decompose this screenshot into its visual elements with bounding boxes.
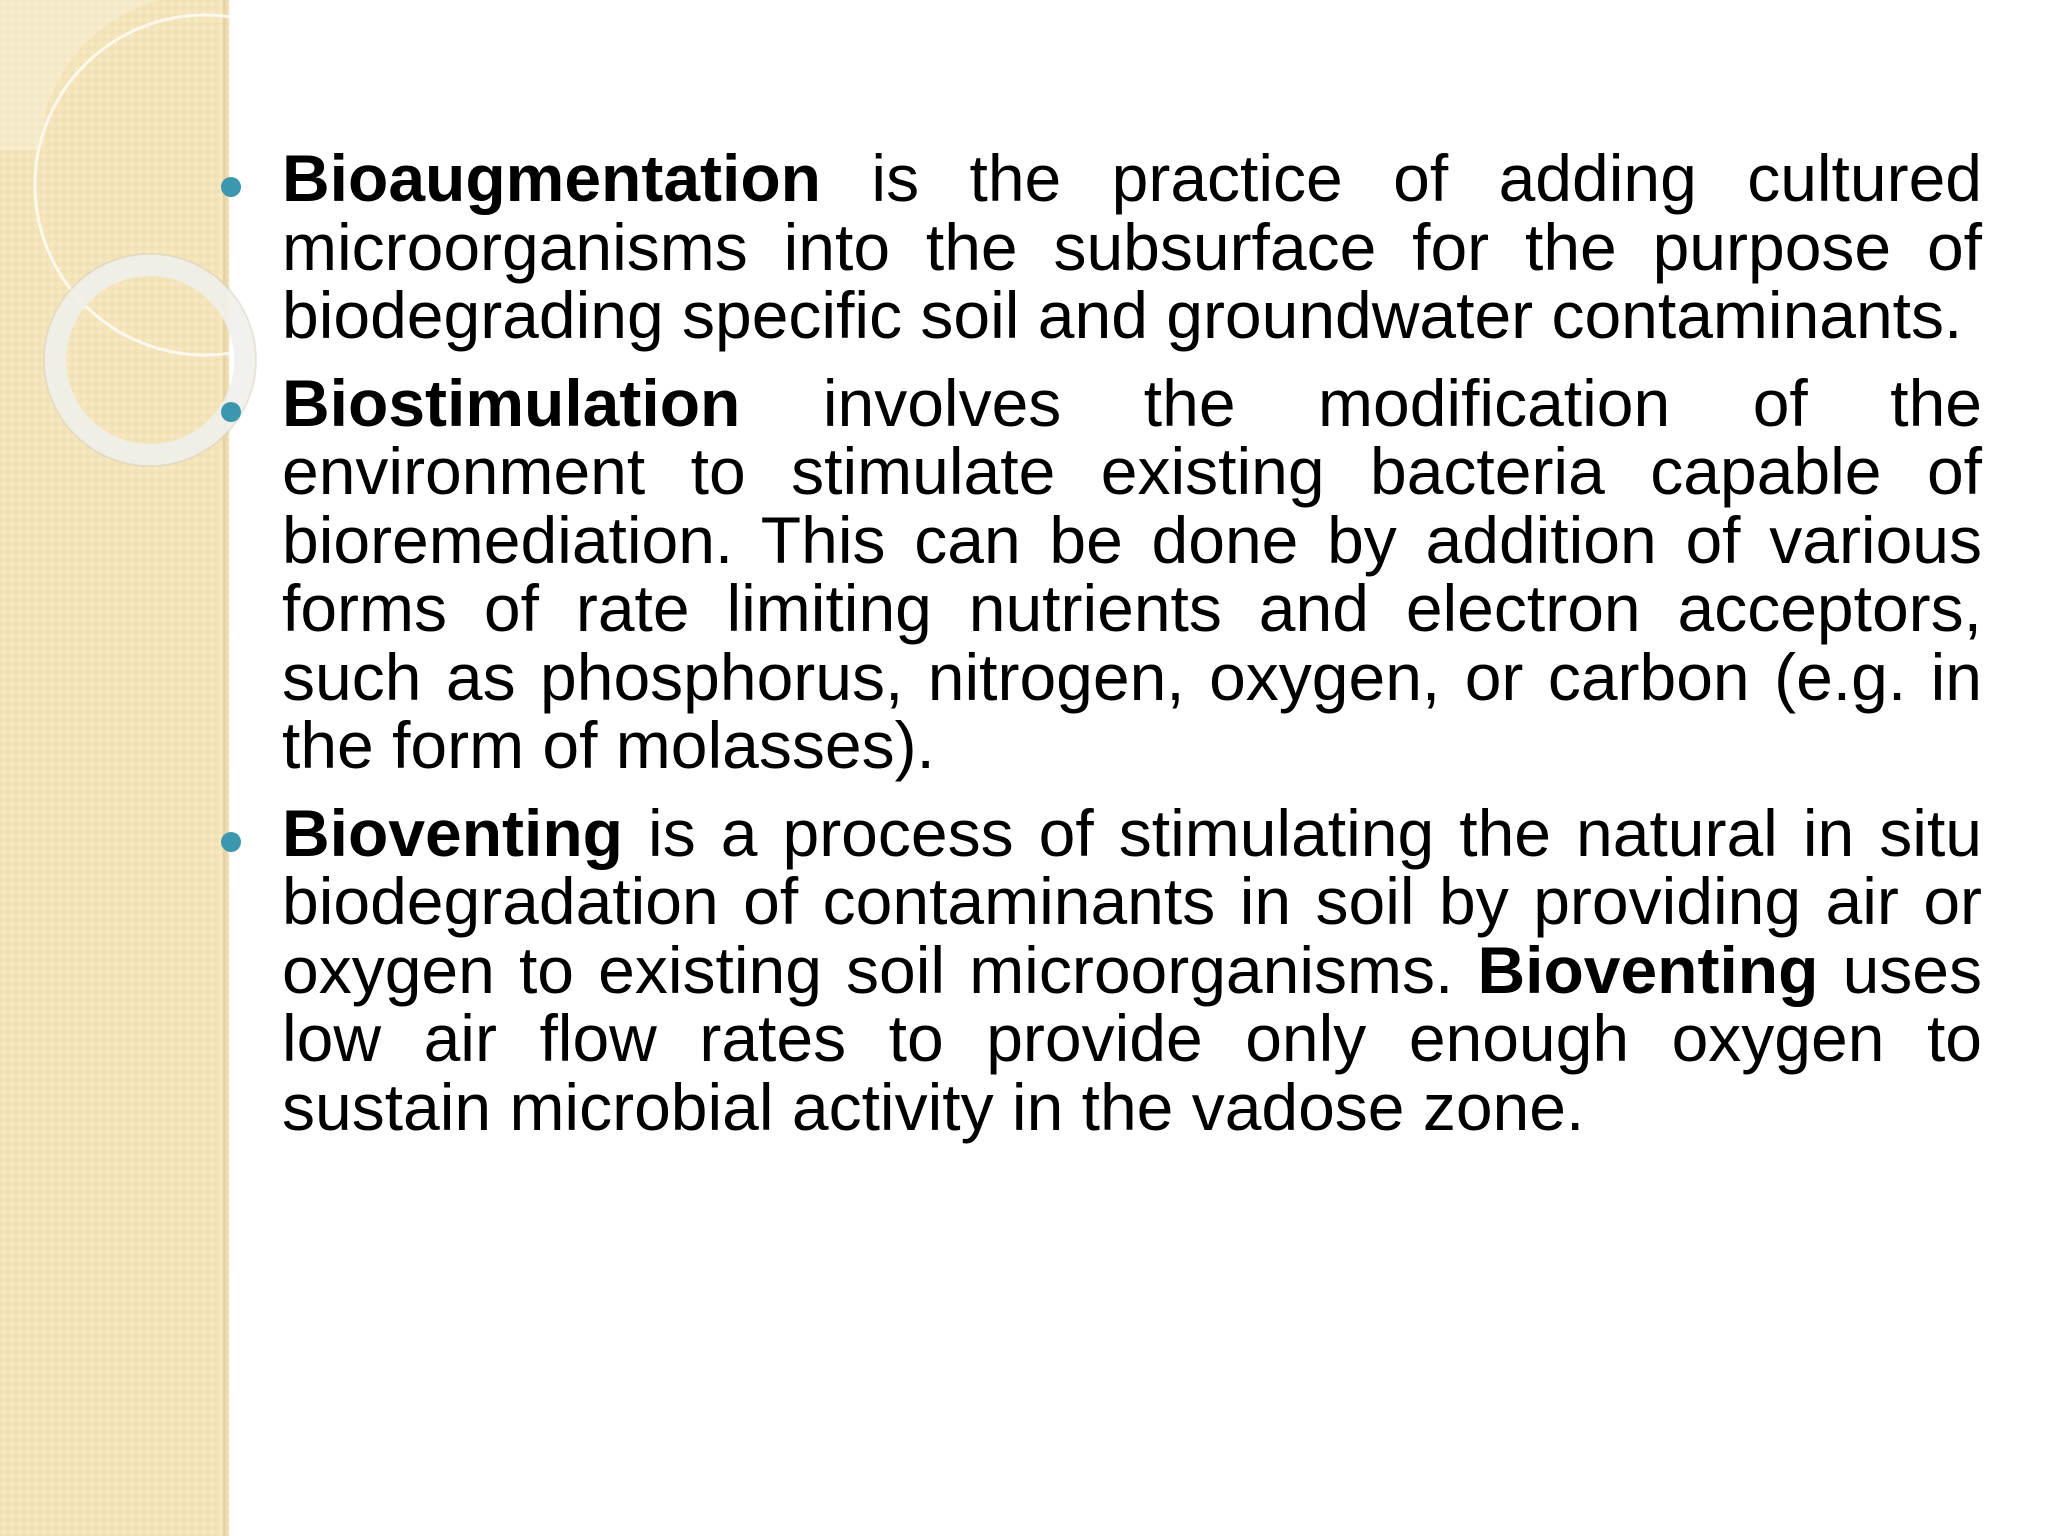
definition-bioventing-continued: uses low air flow rates to provide only enough oxygen to sustain microbial activity in the vadose zone.	[282, 932, 1982, 1144]
bullet-list	[282, 141, 1982, 1144]
decorative-rings	[0, 0, 260, 520]
slide-body	[282, 141, 1982, 1160]
bullet-biostimulation	[282, 365, 1982, 782]
bullet-dot-icon	[221, 402, 241, 422]
bullet-dot-icon	[221, 177, 241, 197]
definition-bioventing: is a process of stimulating the natural in situ biodegradation of contaminants in soil by providing air or oxygen to existing soil microorganisms.	[282, 795, 1982, 1007]
bullet-dot-icon	[221, 832, 241, 852]
term-bioventing: Bioventing	[282, 795, 623, 870]
bullet-bioventing	[282, 795, 1982, 1144]
term-bioaugmentation: Bioaugmentation	[282, 141, 821, 215]
definition-bioaugmentation: is the practice of adding cultured microorganisms into the subsurface for the purpose of biodegrading specific soil and groundwater contaminants.	[282, 141, 1982, 352]
term-bioventing-repeat: Bioventing	[1477, 932, 1819, 1007]
bullet-bioaugmentation	[282, 141, 1982, 352]
definition-biostimulation: involves the modification of the environment to stimulate existing bacteria capable of bioremediation. This can be done by addition of various forms of rate limiting nutrients and electron acceptors, such as phosphorus, nitrogen, oxygen, or carbon (e.g. in the form of molasses).	[282, 365, 1982, 782]
term-biostimulation: Biostimulation	[282, 365, 741, 440]
